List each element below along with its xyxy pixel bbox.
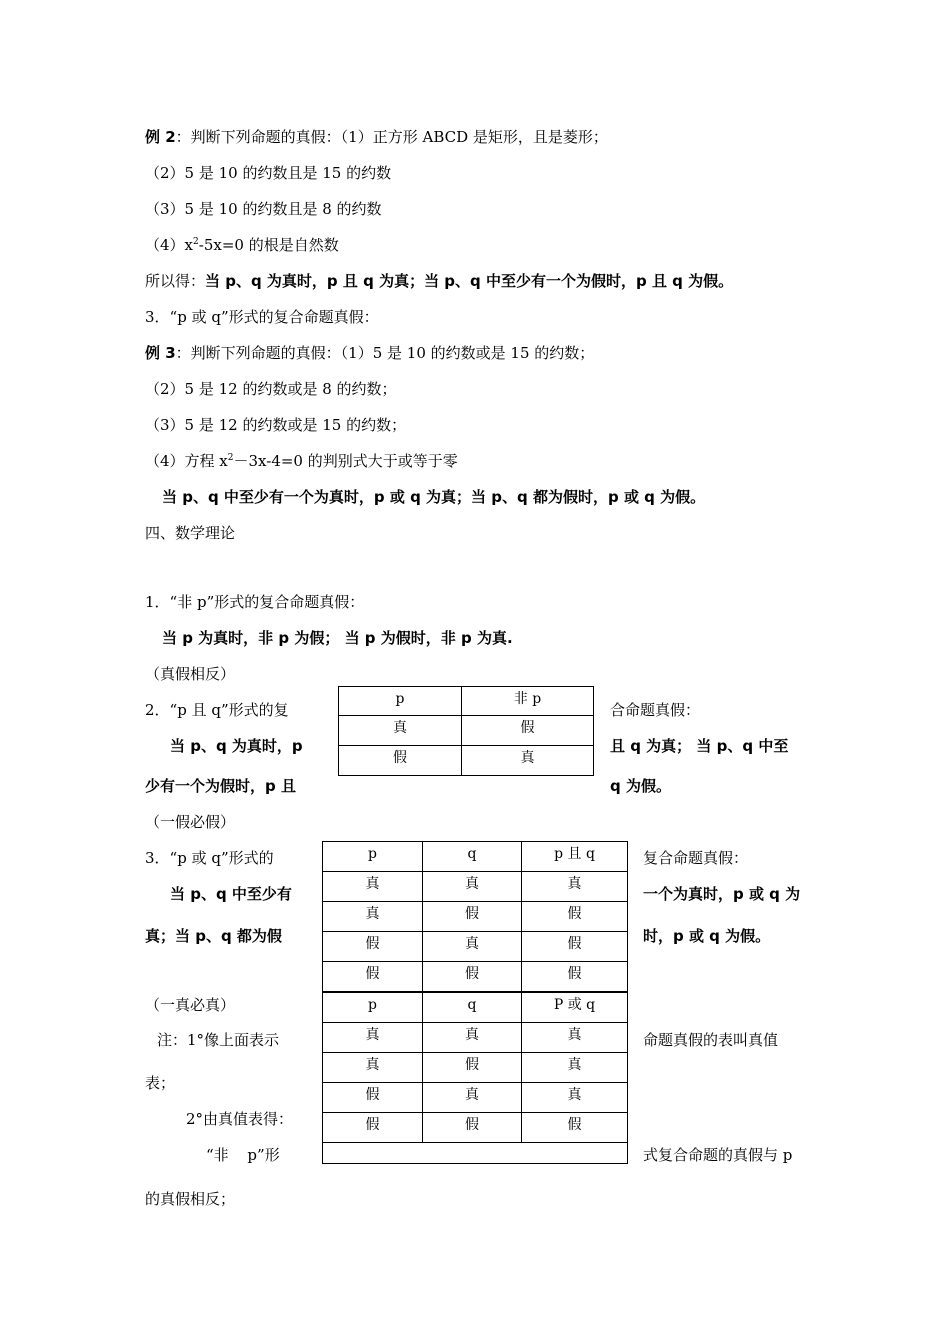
or-title-left: 3．“p 或 q”形式的 <box>145 849 274 867</box>
truth-table-or <box>322 992 628 1143</box>
truth-table-and <box>322 841 628 992</box>
example-2-line-4: $(4)x^2-5x=0$ 的根是自然数 <box>145 236 339 254</box>
table-cell: 真 <box>423 1023 522 1053</box>
note-1-right: 命题真假的表叫真值 <box>643 1031 779 1049</box>
table-cell: 假 <box>423 902 522 932</box>
and-note: （一假必假） <box>145 813 236 831</box>
example-3-line-3: （3）5 是 12 的约数或是 15 的约数； <box>145 416 407 434</box>
table-cell: 真 <box>522 1023 628 1053</box>
not-p-title: 1．“非 p”形式的复合命题真假： <box>145 593 365 611</box>
table-cell: 真 <box>423 932 522 962</box>
example-3-line-1: 例 3：判断下列命题的真假：（1）5 是 10 的约数或是 15 的约数； <box>145 344 595 362</box>
example-2-text: ：判断下列命题的真假：（1）正方形 ABCD 是矩形，且是菱形； <box>175 128 608 146</box>
table-cell: 假 <box>339 746 462 776</box>
part-4-title: 四、数学理论 <box>145 524 236 542</box>
table-cell: 假 <box>323 932 423 962</box>
note-1-left: 注：1°像上面表示 <box>157 1031 280 1049</box>
table-header: P 或 q <box>522 993 628 1023</box>
table-cell: 真 <box>462 746 594 776</box>
table-cell: 真 <box>323 1023 423 1053</box>
table-cell: 真 <box>339 716 462 746</box>
and-rule-a-right: 且 q 为真； 当 p、q 中至 <box>610 737 789 755</box>
or-rule-b-left: 真；当 p、q 都为假 <box>145 927 282 945</box>
example-3-line-4: （4）方程 $x^2-3x-4=0$ 的判别式大于或等于零 <box>145 452 458 470</box>
table-cell: 假 <box>522 932 628 962</box>
or-rule-a-right: 一个为真时，p 或 q 为 <box>643 885 801 903</box>
table-cell: 假 <box>323 1113 423 1143</box>
or-note: （一真必真） <box>145 996 236 1014</box>
and-title-left: 2．“p 且 q”形式的复 <box>145 701 289 719</box>
table-cell: 真 <box>423 1083 522 1113</box>
note-2: 2°由真值表得： <box>186 1110 294 1128</box>
table-header: p <box>323 842 423 872</box>
example-3-label: 例 3 <box>145 344 176 362</box>
example-2-label: 例 2 <box>145 128 176 146</box>
table-cell: 真 <box>522 1083 628 1113</box>
and-rule-b-right: q 为假。 <box>610 777 671 795</box>
truth-table-not <box>338 686 594 776</box>
example-3-line-2: （2）5 是 12 的约数或是 8 的约数； <box>145 380 397 398</box>
or-rule-a-left: 当 p、q 中至少有 <box>170 885 292 903</box>
table-cell: 真 <box>323 1053 423 1083</box>
and-title-right: 合命题真假： <box>610 701 701 719</box>
table-cell: 假 <box>423 1113 522 1143</box>
example-2-line-1 <box>145 127 608 147</box>
table-cell: 假 <box>522 902 628 932</box>
table-frame-bottom <box>322 1142 628 1164</box>
table-cell: 假 <box>323 962 423 992</box>
or-rule-b-right: 时，p 或 q 为假。 <box>643 927 771 945</box>
table-header: q <box>423 842 522 872</box>
not-p-rule: 当 p 为真时，非 p 为假； 当 p 为假时，非 p 为真. <box>162 629 513 647</box>
table-cell: 真 <box>323 872 423 902</box>
table-cell: 假 <box>423 1053 522 1083</box>
table-cell: 真 <box>522 872 628 902</box>
table-cell: 真 <box>522 1053 628 1083</box>
or-title-right: 复合命题真假： <box>643 849 749 867</box>
and-rule-b-left: 少有一个为假时，p 且 <box>145 777 296 795</box>
table-cell: 假 <box>423 962 522 992</box>
table-header: 非 p <box>462 687 594 716</box>
table-cell: 假 <box>522 962 628 992</box>
section-3-title: 3．“p 或 q”形式的复合命题真假： <box>145 308 379 326</box>
table-cell: 真 <box>323 902 423 932</box>
table-cell: 假 <box>323 1083 423 1113</box>
table-header: p 且 q <box>522 842 628 872</box>
and-rule-a-left: 当 p、q 为真时，p <box>170 737 303 755</box>
table-header: q <box>423 993 522 1023</box>
note-3-cont: 的真假相反； <box>145 1190 236 1208</box>
table-cell: 假 <box>522 1113 628 1143</box>
conclusion-or: 当 p、q 中至少有一个为真时，p 或 q 为真；当 p、q 都为假时，p 或 q 为假。 <box>162 488 706 506</box>
not-p-note: （真假相反） <box>145 665 236 683</box>
note-1-cont: 表； <box>145 1074 176 1092</box>
example-2-line-2: （2）5 是 10 的约数且是 15 的约数 <box>145 164 392 182</box>
note-3-left: “非 p”形 <box>206 1146 280 1164</box>
table-cell: 假 <box>462 716 594 746</box>
conclusion-and: 所以得：当 p、q 为真时，p 且 q 为真；当 p、q 中至少有一个为假时，p 且 q 为假。 <box>145 272 734 290</box>
note-3-right: 式复合命题的真假与 p <box>643 1146 793 1164</box>
table-cell: 真 <box>423 872 522 902</box>
example-2-line-3: （3）5 是 10 的约数且是 8 的约数 <box>145 200 382 218</box>
table-header: p <box>323 993 423 1023</box>
table-header: p <box>339 687 462 716</box>
